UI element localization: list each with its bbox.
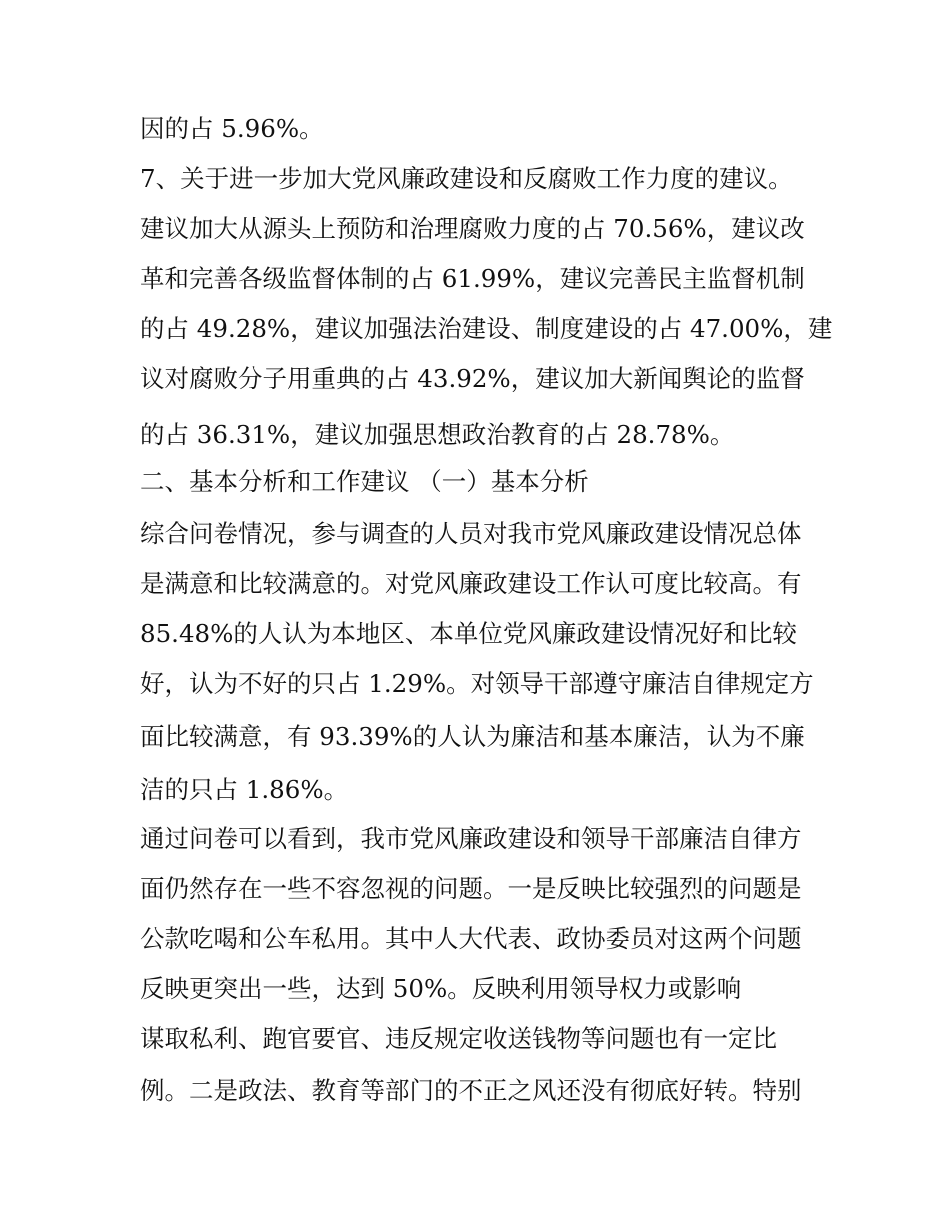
text-line-18: 反映更突出一些，达到 50%。反映利用领导权力或影响 xyxy=(140,974,742,1003)
text-line-14: 洁的只占 1.86%。 xyxy=(140,775,349,804)
section-heading-2: 二、基本分析和工作建议 （一）基本分析 xyxy=(140,467,589,496)
section-heading-7: 7、关于进一步加大党风廉政建设和反腐败工作力度的建议。 xyxy=(140,164,793,193)
text-line-12: 好，认为不好的只占 1.29%。对领导干部遵守廉洁自律规定方 xyxy=(140,669,814,698)
text-line-17: 公款吃喝和公车私用。其中人大代表、政协委员对这两个问题 xyxy=(140,924,802,953)
text-line-5: 的占 49.28%，建议加强法治建设、制度建设的占 47.00%，建 xyxy=(140,314,833,343)
text-line-19: 谋取私利、跑官要官、违反规定收送钱物等问题也有一定比 xyxy=(140,1024,777,1053)
text-line-13: 面比较满意，有 93.39%的人认为廉洁和基本廉洁，认为不廉 xyxy=(140,722,805,751)
text-line-6: 议对腐败分子用重典的占 43.92%，建议加大新闻舆论的监督 xyxy=(140,364,805,393)
text-line-11: 85.48%的人认为本地区、本单位党风廉政建设情况好和比较 xyxy=(140,619,797,648)
text-line-7: 的占 36.31%，建议加强思想政治教育的占 28.78%。 xyxy=(140,420,735,449)
text-line-3: 建议加大从源头上预防和治理腐败力度的占 70.56%，建议改 xyxy=(140,214,805,243)
text-line-9: 综合问卷情况，参与调查的人员对我市党风廉政建设情况总体 xyxy=(140,519,802,548)
text-line-10: 是满意和比较满意的。对党风廉政建设工作认可度比较高。有 xyxy=(140,569,802,598)
text-line-20: 例。二是政法、教育等部门的不正之风还没有彻底好转。特别 xyxy=(140,1076,802,1105)
text-line-15: 通过问卷可以看到，我市党风廉政建设和领导干部廉洁自律方 xyxy=(140,824,802,853)
text-line-1: 因的占 5.96%。 xyxy=(140,114,324,143)
text-line-16: 面仍然存在一些不容忽视的问题。一是反映比较强烈的问题是 xyxy=(140,874,802,903)
text-line-4: 革和完善各级监督体制的占 61.99%，建议完善民主监督机制 xyxy=(140,264,805,293)
